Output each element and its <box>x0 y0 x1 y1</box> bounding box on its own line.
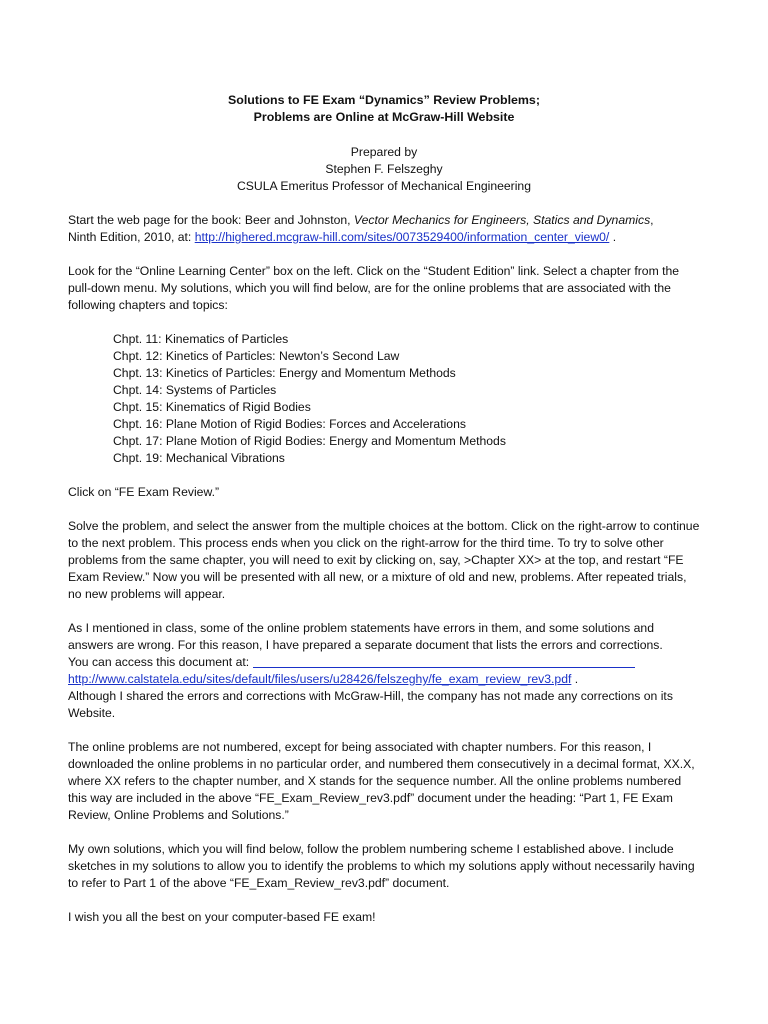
prepared-by-label: Prepared by <box>350 145 418 159</box>
paragraph-solve-problem: Solve the problem, and select the answer from the multiple choices at the bottom. Click on the right-arrow to continue to the next problem. This process ends when you click on the right-arrow for the third time. To try to solve other problems from the same chapter, you will need to exit by clicking on, say, >Chapter XX> at the top, and restart “FE Exam Review.” Now you will be presented with all new, or a mixture of old and new, problems. After repeated trials, no new problems will appear. <box>68 519 700 601</box>
chapter-item: Chpt. 13: Kinetics of Particles: Energy and Momentum Methods <box>113 366 456 380</box>
chapter-list <box>113 331 700 467</box>
author-block <box>68 144 700 195</box>
chapter-item: Chpt. 11: Kinematics of Particles <box>113 332 289 346</box>
paragraph-own-solutions: My own solutions, which you will find below, follow the problem numbering scheme I established above. I include sketches in my solutions to allow you to identify the problems to which my solutions apply without necessarily having to refer to Part 1 of the above “FE_Exam_Review_rev3.pdf” document. <box>68 842 695 890</box>
paragraph-numbering: The online problems are not numbered, except for being associated with chapter numbers. For this reason, I downloaded the online problems in no particular order, and numbered them consecutively in a decimal format, XX.X, where XX refers to the chapter number, and X stands for the sequence number. All the online problems numbered this way are included in the above “FE_Exam_Review_rev3.pdf” document under the heading: “Part 1, FE Exam Review, Online Problems and Solutions.” <box>68 740 695 822</box>
p5-text-a: As I mentioned in class, some of the online problem statements have errors in them, and some solutions and answers are wrong. For this reason, I have prepared a separate document that lists the errors and corrections. <box>68 621 663 652</box>
chapter-item: Chpt. 14: Systems of Particles <box>113 383 277 397</box>
p5-text-c: . <box>571 672 579 686</box>
paragraph-closing: I wish you all the best on your computer-based FE exam! <box>68 910 376 924</box>
chapter-item: Chpt. 17: Plane Motion of Rigid Bodies: Energy and Momentum Methods <box>113 434 506 448</box>
paragraph-book-reference <box>68 212 700 246</box>
paragraph-instructions: Look for the “Online Learning Center” box on the left. Click on the “Student Edition” link. Select a chapter from the pull-down menu. My solutions, which you will find below, are for the online problems that are associated with the following chapters and topics: <box>68 264 680 312</box>
document-title <box>68 92 700 126</box>
chapter-item: Chpt. 15: Kinematics of Rigid Bodies <box>113 400 311 414</box>
paragraph-click-review: Click on “FE Exam Review.” <box>68 485 220 499</box>
link-underline <box>253 655 635 668</box>
chapter-item: Chpt. 12: Kinetics of Particles: Newton’s Second Law <box>113 349 400 363</box>
errata-document-link[interactable]: http://www.calstatela.edu/sites/default/files/users/u28426/felszeghy/fe_exam_review_rev3.pdf <box>68 672 572 686</box>
author-name: Stephen F. Felszeghy <box>325 162 443 176</box>
p1-text-c: Ninth Edition, 2010, at: <box>68 230 195 244</box>
chapter-item: Chpt. 16: Plane Motion of Rigid Bodies: Forces and Accelerations <box>113 417 466 431</box>
author-affiliation: CSULA Emeritus Professor of Mechanical Engineering <box>237 179 531 193</box>
p1-text-b: , <box>650 213 654 227</box>
chapter-item: Chpt. 19: Mechanical Vibrations <box>113 451 285 465</box>
book-title: Vector Mechanics for Engineers, Statics and Dynamics <box>353 213 651 227</box>
title-line-2: Problems are Online at McGraw-Hill Website <box>253 110 515 124</box>
p1-text-d: . <box>609 230 617 244</box>
p5-text-b: You can access this document at: <box>68 655 253 669</box>
title-line-1: Solutions to FE Exam “Dynamics” Review Problems; <box>228 93 540 107</box>
mcgraw-hill-link[interactable]: http://highered.mcgraw-hill.com/sites/0073529400/information_center_view0/ <box>194 230 610 244</box>
p1-text-a: Start the web page for the book: Beer and Johnston, <box>68 213 354 227</box>
paragraph-errors <box>68 620 700 722</box>
p5-text-d: Although I shared the errors and corrections with McGraw-Hill, the company has not made any corrections on its Website. <box>68 689 673 720</box>
